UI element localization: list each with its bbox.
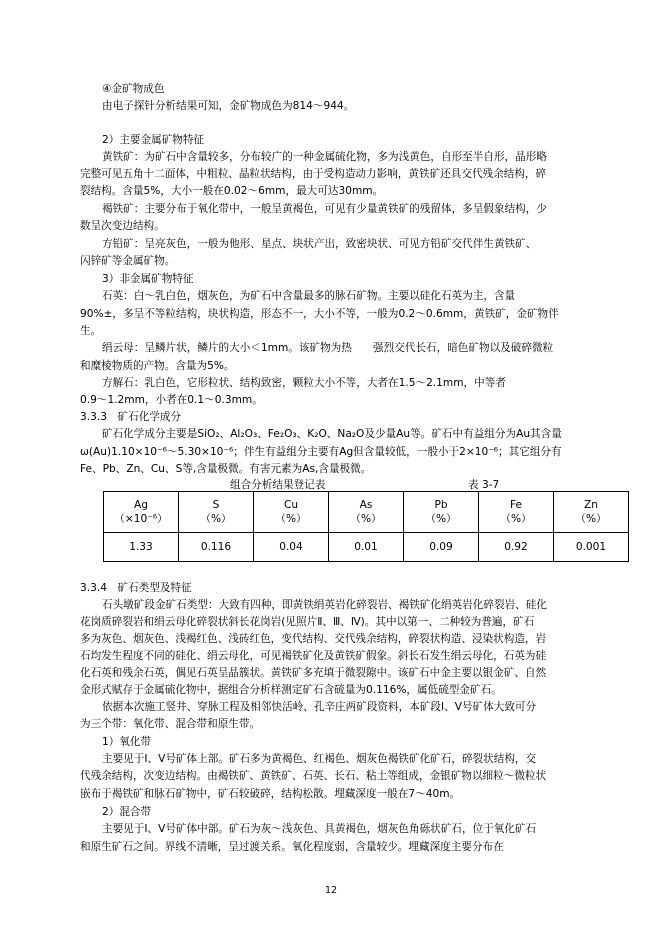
table-cell: 1.33 bbox=[104, 533, 179, 562]
section-heading-metal-minerals: 2）主要金属矿物特征 bbox=[102, 134, 205, 146]
paragraph-line: 90%±，多呈不等粒结构，块状构造，形态不一，大小不等，一般为0.2～0.6mm，黄铁矿，金矿物伴 bbox=[80, 308, 559, 320]
paragraph-line: 绢云母：呈鳞片状，鳞片的大小＜1mm。该矿物为热 强烈交代长石，暗色矿物以及破碎微粒 bbox=[102, 342, 554, 354]
subheading-gold-fineness: ④金矿物成色 bbox=[102, 83, 165, 95]
section-heading-nonmetal-minerals: 3）非金属矿物特征 bbox=[102, 273, 194, 285]
table-header-row bbox=[104, 492, 629, 533]
page-number: 12 bbox=[324, 885, 338, 896]
paragraph-line: 闪锌矿等金属矿物。 bbox=[80, 255, 176, 267]
column-name: S bbox=[212, 499, 220, 511]
paragraph-line: 数呈次变边结构。 bbox=[80, 220, 165, 232]
paragraph-line: 和原生矿石之间。界线不清晰，呈过渡关系。氧化程度弱，含量较少。埋藏深度主要分布在 bbox=[80, 841, 504, 853]
paragraph-line: 0.9～1.2mm，小者在0.1～0.3mm。 bbox=[80, 394, 263, 406]
paragraph-line: 裂结构。含量5%，大小一般在0.02～6mm，最大可达30mm。 bbox=[80, 185, 384, 197]
column-header bbox=[554, 492, 629, 533]
paragraph-line: 生。 bbox=[80, 325, 102, 337]
column-name: Ag bbox=[134, 499, 148, 511]
column-header bbox=[104, 492, 179, 533]
column-unit: （%） bbox=[575, 513, 607, 525]
paragraph-line: 完整可见五角十二面体，中粗粒、晶粒状结构，由于受构造动力影响，黄铁矿还具交代残余结构，碎 bbox=[80, 168, 547, 180]
table-cell: 0.92 bbox=[479, 533, 554, 562]
paragraph-line: 化石英和残余石英，偶见石英呈晶簇状。黄铁矿多充填于微裂隙中。该矿石中金主要以银金矿、自然 bbox=[80, 667, 547, 679]
table-cell: 0.09 bbox=[404, 533, 479, 562]
section-heading-ore-types: 3.3.4 矿石类型及特征 bbox=[80, 582, 192, 594]
paragraph-line: 代残余结构，次变边结构。由褐铁矿、黄铁矿、石英、长石、粘土等组成，金银矿物以细粒～微粒状 bbox=[80, 770, 547, 782]
paragraph-line: ω(Au)1.10×10⁻⁶～5.30×10⁻⁶；伴生有益组分主要有Ag但含量较低，一般小于2×10⁻⁶；其它组分有 bbox=[80, 446, 562, 458]
table-row bbox=[104, 533, 629, 562]
column-unit: （%） bbox=[500, 513, 532, 525]
column-header bbox=[254, 492, 329, 533]
column-unit: （×10⁻⁶） bbox=[114, 513, 168, 525]
paragraph-line: 由电子探针分析结果可知，金矿物成色为814～944。 bbox=[102, 100, 355, 112]
table-cell: 0.04 bbox=[254, 533, 329, 562]
column-unit: （%） bbox=[425, 513, 457, 525]
column-unit: （%） bbox=[350, 513, 382, 525]
section-heading-chemistry: 3.3.3 矿石化学成分 bbox=[80, 411, 182, 423]
column-unit: （%） bbox=[200, 513, 232, 525]
paragraph-line: 金形式赋存于金属硫化物中，据组合分析样测定矿石含硫量为0.116%，属低硫型金矿石。 bbox=[80, 684, 502, 696]
column-name: Zn bbox=[584, 499, 598, 511]
paragraph-line: 石英：白～乳白色，烟灰色，为矿石中含量最多的脉石矿物。主要以硅化石英为主，含量 bbox=[102, 290, 516, 302]
subheading-mixed-zone: 2）混合带 bbox=[102, 806, 152, 818]
column-unit: （%） bbox=[275, 513, 307, 525]
column-header bbox=[329, 492, 404, 533]
paragraph-line: 为三个带：氧化带、混合带和原生带。 bbox=[80, 718, 261, 730]
paragraph-line: 方铅矿：呈亮灰色，一般为他形、星点、块状产出，致密块状、可见方铅矿交代伴生黄铁矿、 bbox=[102, 238, 537, 250]
column-header bbox=[404, 492, 479, 533]
column-name: Cu bbox=[283, 499, 299, 511]
table-cell: 0.01 bbox=[329, 533, 404, 562]
paragraph-line: 矿石化学成分主要是SiO₂、Al₂O₃、Fe₂O₃、K₂O、Na₂O及少量Au等。矿石中有益组分为Au其含量 bbox=[102, 428, 562, 440]
subheading-oxidation-zone: 1）氧化带 bbox=[102, 736, 152, 748]
column-header bbox=[179, 492, 254, 533]
paragraph-line: 多为灰色、烟灰色、浅褐红色、浅砖红色，变代结构、交代残余结构，碎裂状构造、浸染状构造，岩 bbox=[80, 633, 547, 645]
paragraph-line: 方解石：乳白色，它形粒状、结构致密，颗粒大小不等，大者在1.5～2.1mm，中等者 bbox=[102, 377, 506, 389]
table-title: 组合分析结果登记表 bbox=[230, 479, 326, 491]
paragraph-line: 石头墩矿段金矿石类型：大致有四种，即黄铁绢英岩化碎裂岩、褐铁矿化绢英岩化碎裂岩、硅化 bbox=[102, 599, 547, 611]
paragraph-line: 依据本次施工竖井、穿脉工程及相邻快活岭、孔辛庄两矿段资料，本矿段Ⅰ、Ⅴ号矿体大致可分 bbox=[102, 701, 537, 713]
column-name: As bbox=[359, 499, 373, 511]
composition-table bbox=[103, 491, 629, 562]
table-cell: 0.116 bbox=[179, 533, 254, 562]
paragraph-line: 石均发生程度不同的硅化、绢云母化，可见褐铁矿化及黄铁矿假象。斜长石发生绢云母化，石英为硅 bbox=[80, 650, 547, 662]
column-header bbox=[479, 492, 554, 533]
paragraph-line: 主要见于Ⅰ、Ⅴ号矿体中部。矿石为灰～浅灰色、具黄褐色，烟灰色角砾状矿石，位于氧化矿石 bbox=[102, 823, 537, 835]
paragraph-line: Fe、Pb、Zn、Cu、S等,含量极微。有害元素为As,含量极微。 bbox=[80, 463, 372, 475]
paragraph-line: 和糜棱物质的产物。含量为5%。 bbox=[80, 360, 235, 372]
paragraph-line: 主要见于Ⅰ、Ⅴ号矿体上部。矿石多为黄褐色、红褐色、烟灰色褐铁矿化矿石，碎裂状结构，交 bbox=[102, 753, 537, 765]
table-cell: 0.001 bbox=[554, 533, 629, 562]
paragraph-line: 黄铁矿：为矿石中含量较多，分布较广的一种金属硫化物，多为浅黄色，自形至半自形，晶形略 bbox=[102, 151, 547, 163]
paragraph-line: 嵌布于褐铁矿和脉石矿物中，矿石较破碎，结构松散。埋藏深度一般在7～40m。 bbox=[80, 788, 461, 800]
paragraph-line: 花岗质碎裂岩和绢云母化碎裂状斜长花岗岩(见照片Ⅱ、Ⅲ、Ⅳ)。其中以第一、二种较为普遍，矿石 bbox=[80, 616, 535, 628]
column-name: Fe bbox=[509, 499, 523, 511]
paragraph-line: 褐铁矿：主要分布于氧化带中，一般呈黄褐色，可见有少量黄铁矿的残留体，多呈假象结构，少 bbox=[102, 203, 547, 215]
column-name: Pb bbox=[434, 499, 448, 511]
table-number: 表 3-7 bbox=[468, 479, 500, 491]
